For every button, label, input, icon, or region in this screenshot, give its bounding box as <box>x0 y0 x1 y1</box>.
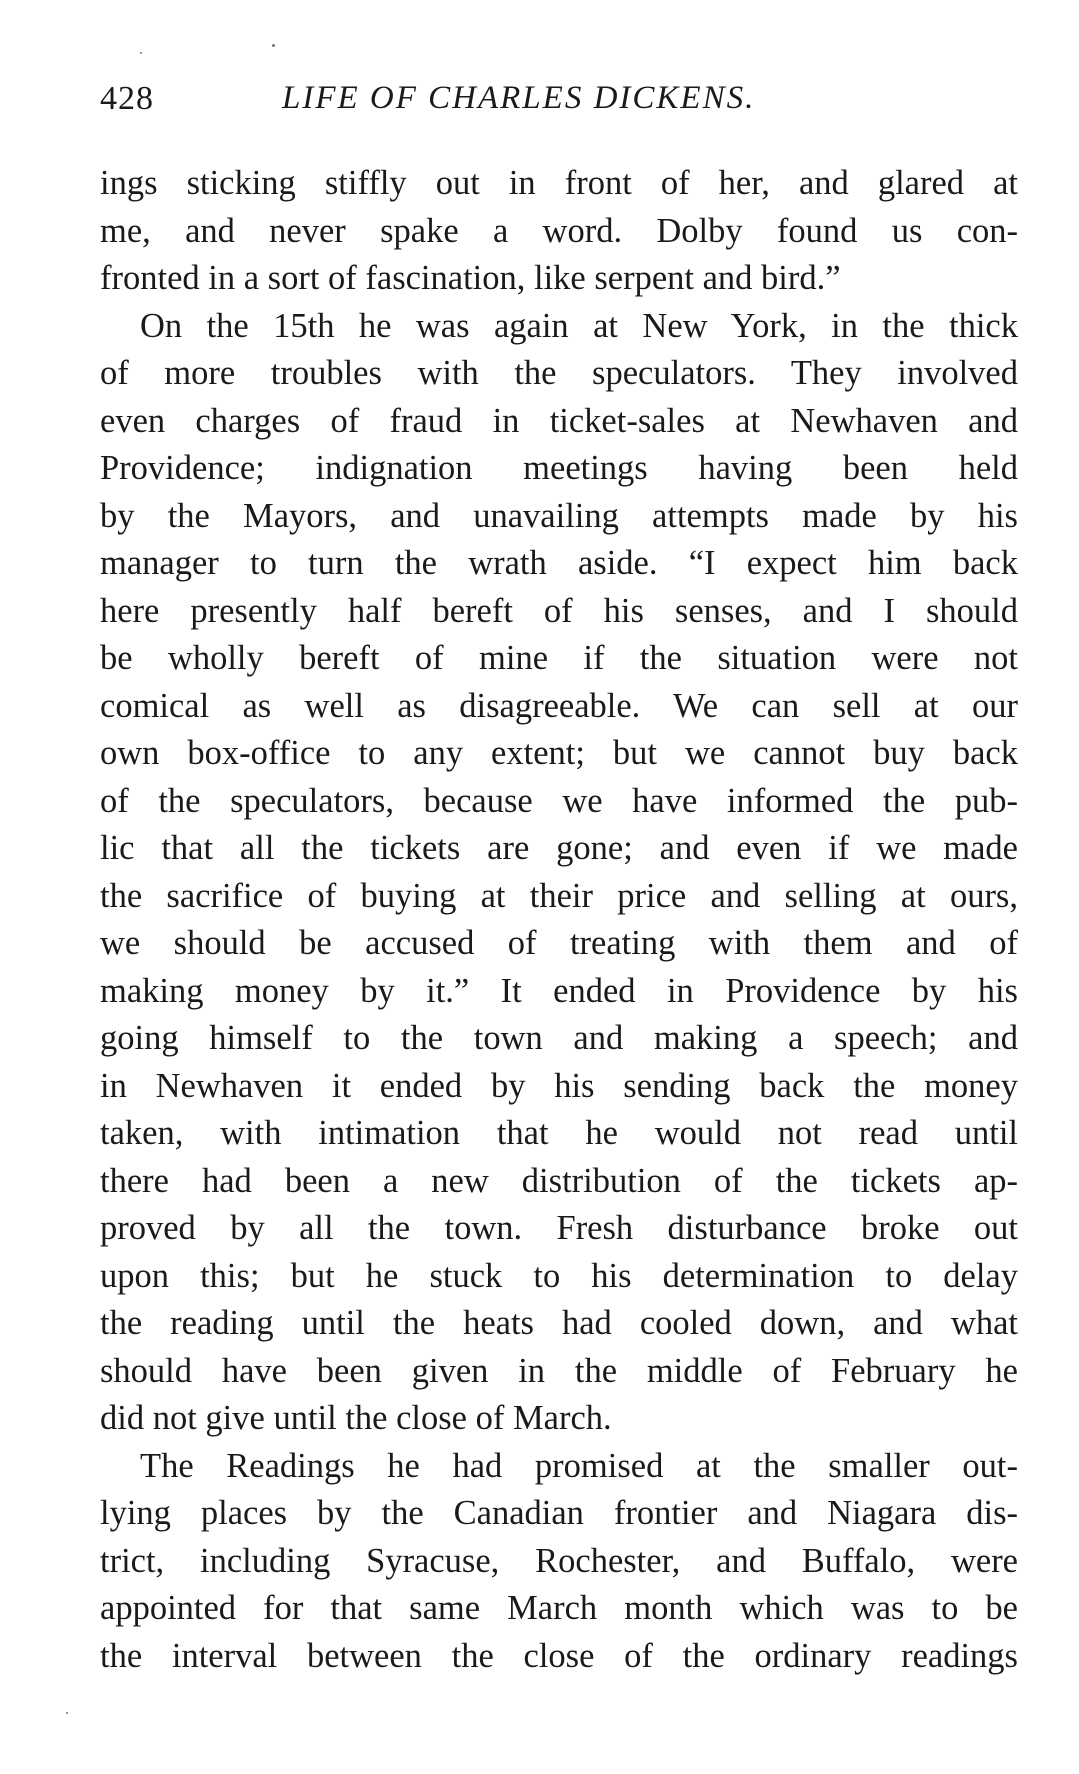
text-line: the reading until the heats had cooled down, and what <box>100 1304 1018 1342</box>
text-line: making money by it.” It ended in Providence by his <box>100 971 1018 1010</box>
page-number: 428 <box>100 80 154 117</box>
text-line: comical as well as disagreeable. We can sell at our <box>100 686 1018 725</box>
text-line: On the 15th he was again at New York, in the thick <box>140 306 1018 345</box>
text-line: the sacrifice of buying at their price and selling at ours, <box>100 876 1018 915</box>
text-line: did not give until the close of March. <box>100 1399 612 1437</box>
text-line: trict, including Syracuse, Rochester, and Buffalo, were <box>100 1541 1018 1580</box>
text-line: fronted in a sort of fascination, like serpent and bird.” <box>100 259 841 297</box>
text-line: own box-office to any extent; but we cannot buy back <box>100 734 1018 772</box>
text-line: going himself to the town and making a speech; and <box>100 1019 1018 1057</box>
text-line: there had been a new distribution of the tickets ap- <box>100 1161 1018 1200</box>
text-line: be wholly bereft of mine if the situation were not <box>100 639 1018 677</box>
text-line: even charges of fraud in ticket-sales at Newhaven and <box>100 401 1018 440</box>
text-line: of the speculators, because we have informed the pub- <box>100 781 1018 820</box>
text-line: in Newhaven it ended by his sending back the money <box>100 1066 1018 1105</box>
paragraph <box>100 1443 1018 1681</box>
text-line: by the Mayors, and unavailing attempts made by his <box>100 496 1018 535</box>
text-line: proved by all the town. Fresh disturbance broke out <box>100 1209 1018 1247</box>
page-header <box>100 80 1020 132</box>
running-title: LIFE OF CHARLES DICKENS. <box>282 80 756 116</box>
text-line: of more troubles with the speculators. They involved <box>100 354 1018 392</box>
text-line: appointed for that same March month which was to be <box>100 1589 1018 1627</box>
scan-speck <box>140 52 142 54</box>
text-line: upon this; but he stuck to his determination to delay <box>100 1256 1018 1295</box>
text-line: taken, with intimation that he would not read until <box>100 1114 1018 1152</box>
text-line: we should be accused of treating with them and of <box>100 924 1018 962</box>
text-line: Providence; indignation meetings having been held <box>100 449 1018 487</box>
scan-speck <box>66 1712 68 1714</box>
text-line: the interval between the close of the ordinary readings <box>100 1636 1018 1675</box>
text-line: The Readings he had promised at the smaller out- <box>140 1446 1018 1485</box>
paragraph <box>100 160 1018 303</box>
text-line: here presently half bereft of his senses, and I should <box>100 591 1018 630</box>
paragraph <box>100 303 1018 1443</box>
scan-speck <box>272 44 275 47</box>
text-line: me, and never spake a word. Dolby found us con- <box>100 211 1018 250</box>
text-line: ings sticking stiffly out in front of her, and glared at <box>100 164 1018 202</box>
text-line: lying places by the Canadian frontier and Niagara dis- <box>100 1494 1018 1532</box>
text-line: manager to turn the wrath aside. “I expect him back <box>100 544 1018 582</box>
text-line: should have been given in the middle of February he <box>100 1351 1018 1390</box>
text-line: lic that all the tickets are gone; and even if we made <box>100 829 1018 867</box>
body-text <box>100 160 1018 1680</box>
